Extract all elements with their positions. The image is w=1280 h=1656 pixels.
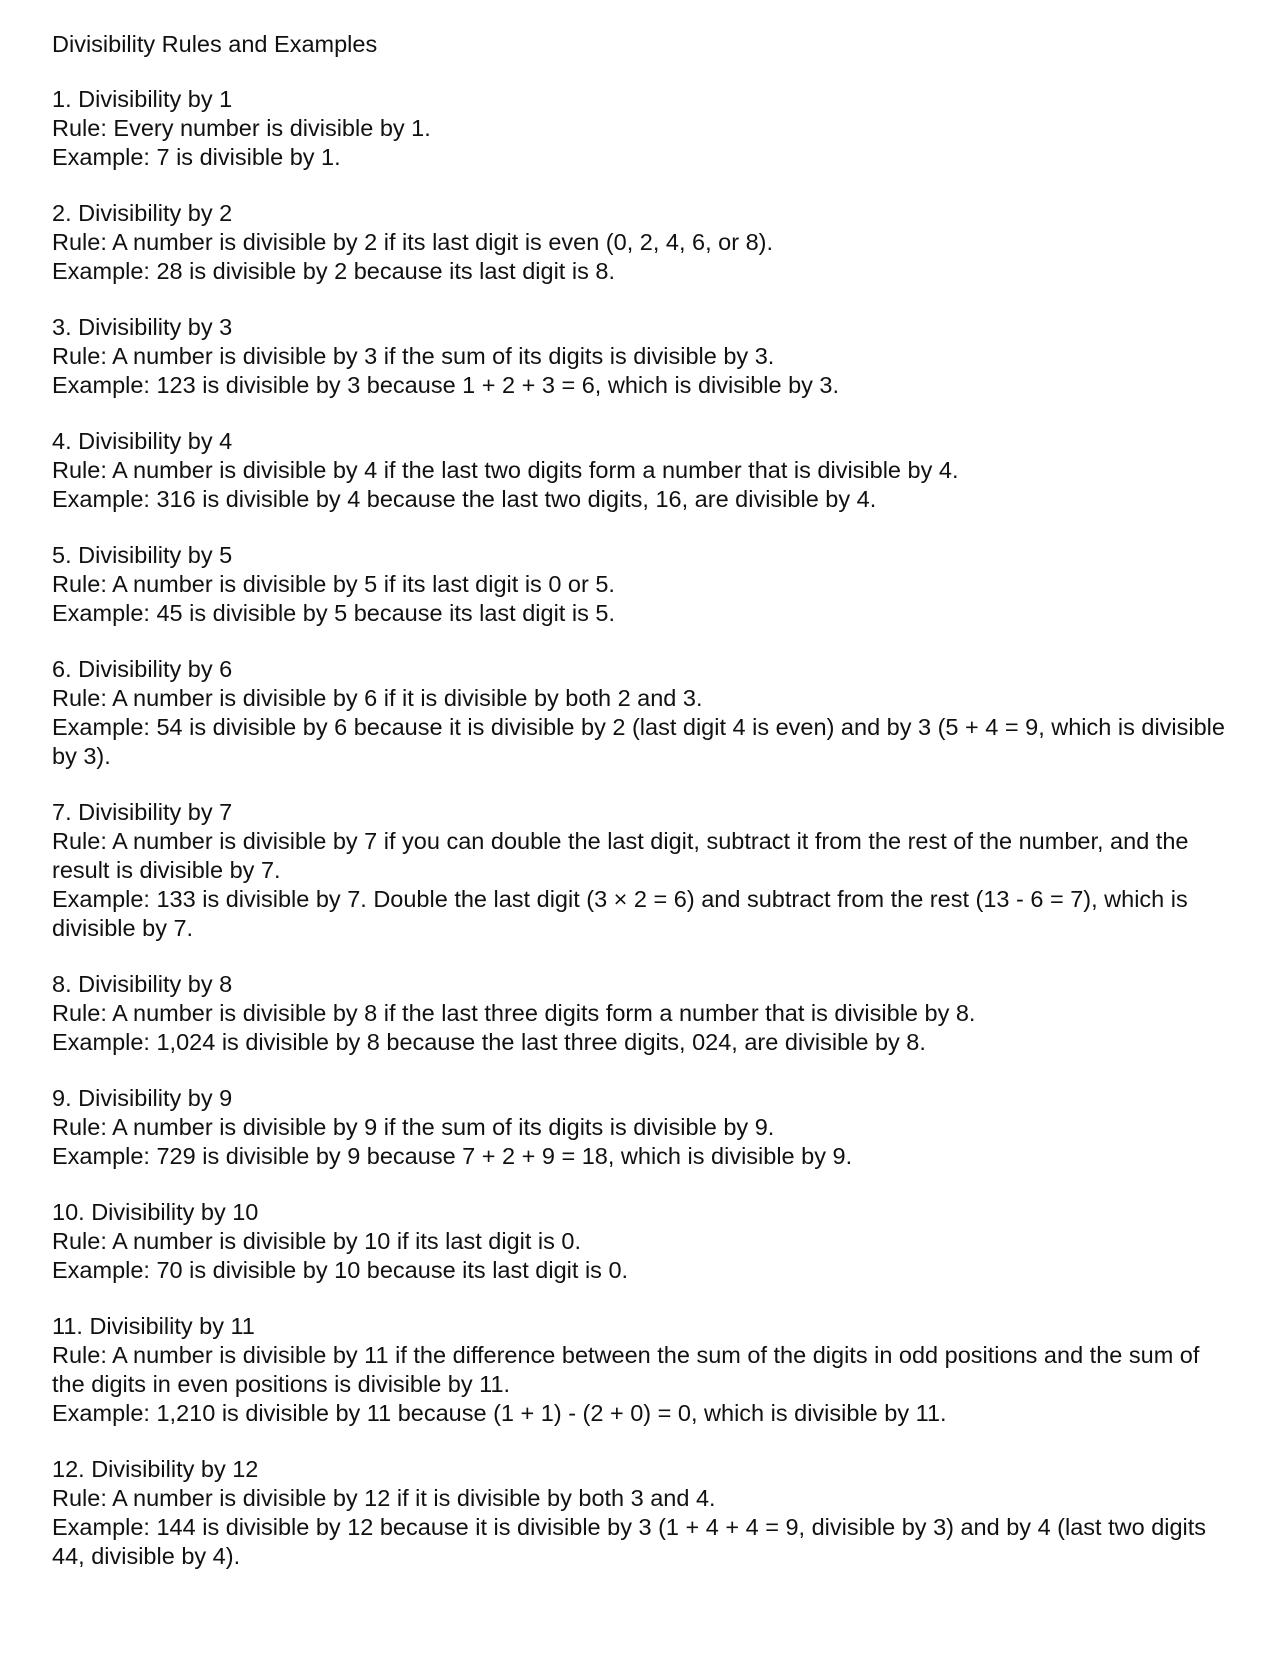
example-text: Example: 144 is divisible by 12 because it is divisible by 3 (1 + 4 + 4 = 9, divisible by 3) and by 4 (last two digits 44, divisible by 4).: [52, 1514, 1207, 1569]
rule-text: Rule: A number is divisible by 9 if the sum of its digits is divisible by 9.: [52, 1114, 775, 1140]
rule-text: Rule: Every number is divisible by 1.: [52, 115, 431, 141]
example-text: Example: 70 is divisible by 10 because its last digit is 0.: [52, 1257, 629, 1283]
example-text: Example: 123 is divisible by 3 because 1 + 2 + 3 = 6, which is divisible by 3.: [52, 372, 840, 398]
section-heading: 7. Divisibility by 7: [52, 799, 233, 825]
divisibility-section-11: [52, 1312, 1227, 1428]
rule-text: Rule: A number is divisible by 12 if it is divisible by both 3 and 4.: [52, 1485, 716, 1511]
divisibility-section-10: [52, 1198, 1227, 1285]
divisibility-section-2: [52, 199, 1227, 286]
section-heading: 4. Divisibility by 4: [52, 428, 233, 454]
rule-text: Rule: A number is divisible by 11 if the difference between the sum of the digits in odd positions and the sum of the digits in even positions is divisible by 11.: [52, 1342, 1200, 1397]
divisibility-section-4: [52, 427, 1227, 514]
divisibility-section-12: [52, 1455, 1227, 1571]
example-text: Example: 316 is divisible by 4 because the last two digits, 16, are divisible by 4.: [52, 486, 877, 512]
divisibility-section-7: [52, 798, 1227, 943]
section-heading: 6. Divisibility by 6: [52, 656, 233, 682]
section-heading: 1. Divisibility by 1: [52, 86, 233, 112]
rule-text: Rule: A number is divisible by 2 if its last digit is even (0, 2, 4, 6, or 8).: [52, 229, 773, 255]
section-heading: 9. Divisibility by 9: [52, 1085, 233, 1111]
document-page: [52, 30, 1227, 1598]
example-text: Example: 7 is divisible by 1.: [52, 144, 341, 170]
divisibility-section-5: [52, 541, 1227, 628]
divisibility-section-1: [52, 85, 1227, 172]
divisibility-section-6: [52, 655, 1227, 771]
rule-text: Rule: A number is divisible by 8 if the last three digits form a number that is divisible by 8.: [52, 1000, 976, 1026]
example-text: Example: 54 is divisible by 6 because it is divisible by 2 (last digit 4 is even) and by 3 (5 + 4 = 9, which is divisible by 3).: [52, 714, 1225, 769]
section-heading: 11. Divisibility by 11: [52, 1313, 255, 1339]
section-heading: 12. Divisibility by 12: [52, 1456, 259, 1482]
rule-text: Rule: A number is divisible by 7 if you can double the last digit, subtract it from the rest of the number, and the result is divisible by 7.: [52, 828, 1189, 883]
example-text: Example: 1,210 is divisible by 11 because (1 + 1) - (2 + 0) = 0, which is divisible by 11.: [52, 1400, 947, 1426]
rule-text: Rule: A number is divisible by 10 if its last digit is 0.: [52, 1228, 581, 1254]
example-text: Example: 45 is divisible by 5 because its last digit is 5.: [52, 600, 615, 626]
section-heading: 8. Divisibility by 8: [52, 971, 233, 997]
rule-text: Rule: A number is divisible by 6 if it is divisible by both 2 and 3.: [52, 685, 703, 711]
section-heading: 5. Divisibility by 5: [52, 542, 233, 568]
rule-text: Rule: A number is divisible by 5 if its last digit is 0 or 5.: [52, 571, 615, 597]
document-title: Divisibility Rules and Examples: [52, 31, 378, 57]
rule-text: Rule: A number is divisible by 4 if the last two digits form a number that is divisible by 4.: [52, 457, 959, 483]
divisibility-section-8: [52, 970, 1227, 1057]
example-text: Example: 133 is divisible by 7. Double the last digit (3 × 2 = 6) and subtract from the rest (13 - 6 = 7), which is divisible by 7.: [52, 886, 1188, 941]
section-heading: 3. Divisibility by 3: [52, 314, 233, 340]
example-text: Example: 28 is divisible by 2 because its last digit is 8.: [52, 258, 615, 284]
divisibility-section-3: [52, 313, 1227, 400]
section-heading: 2. Divisibility by 2: [52, 200, 233, 226]
example-text: Example: 729 is divisible by 9 because 7 + 2 + 9 = 18, which is divisible by 9.: [52, 1143, 853, 1169]
section-heading: 10. Divisibility by 10: [52, 1199, 259, 1225]
rule-text: Rule: A number is divisible by 3 if the sum of its digits is divisible by 3.: [52, 343, 775, 369]
divisibility-section-9: [52, 1084, 1227, 1171]
example-text: Example: 1,024 is divisible by 8 because the last three digits, 024, are divisible by 8.: [52, 1029, 926, 1055]
